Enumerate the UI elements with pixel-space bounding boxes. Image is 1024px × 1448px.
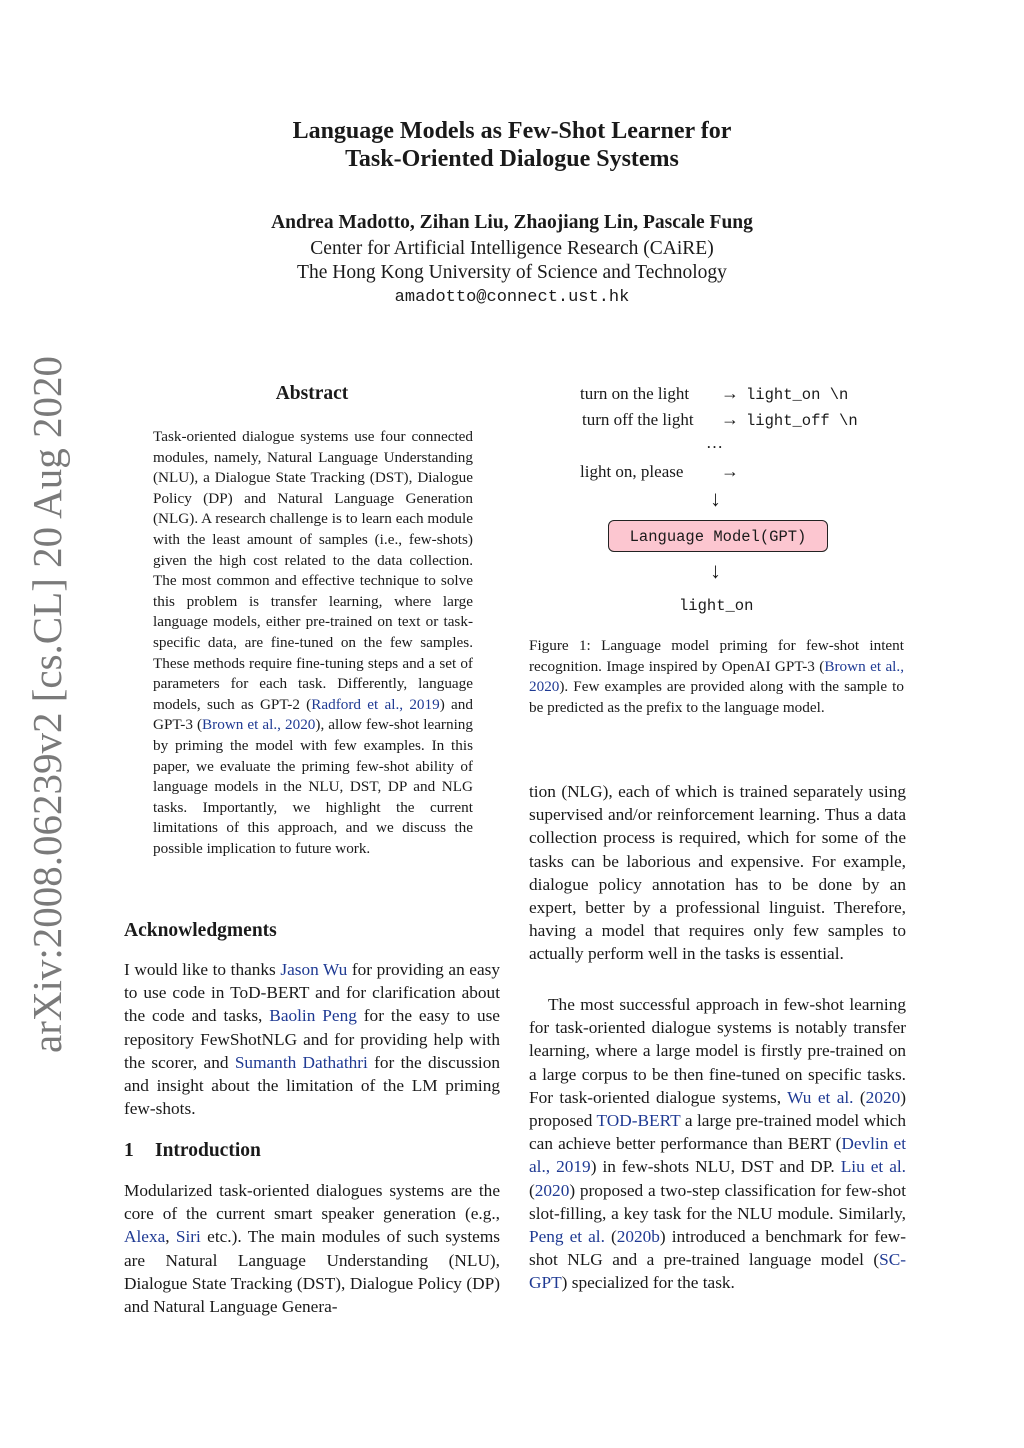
para-text: ) introduced a benchmark for few-shot NLG and a pre-trained language model ( [529,1227,906,1270]
arxiv-margin-stamp: arXiv:2008.06239v2 [cs.CL] 20 Aug 2020 [24,356,70,1053]
para-text: ( [604,1227,617,1247]
para-text: ) proposed a two-step classification for few-shot slot-filling, a key task for the NLU module. Similarly, [529,1180,906,1223]
para-text: ( [529,1180,535,1200]
intro-separator: , [165,1227,176,1247]
abstract-text: ), allow few-shot learning by priming the model with few examples. In this paper, we evaluate the priming few-shot ability of language models in the NLU, DST, DP and NLG tasks. Importantly, we highlight the current limitations of this approach, and we discuss the possible implication to future work. [153,716,473,857]
acknowledgments-heading: Acknowledgments [124,920,277,941]
example-2-output: light_off \n [746,412,858,430]
figure-1-caption [529,636,904,718]
example-1-output: light_on \n [746,386,849,404]
para-text: ) specialized for the task. [561,1273,735,1293]
sumanth-dathathri-link[interactable]: Sumanth Dathathri [234,1052,368,1072]
abstract-text: Task-oriented dialogue systems use four connected modules, namely, Natural Language Understanding (NLU), a Dialogue State Tracking (DST), Dialogue Policy (DP) and Natural Language Generation (NLG). A research challenge is to learn each module with the least amount of samples (i.e., few-shots) given the high cost related to the data collection. The most common and effective technique to solve this problem is transfer learning, where large language models, either pre-trained on text or task-specific data, are fine-tuned on the few samples. These methods require fine-tuning steps and a set of parameters for each task. Differently, language models, such as GPT-2 ( [153,428,473,713]
citation-brown-link[interactable]: Brown et al., 2020 [529,657,904,696]
example-1-input: turn on the light [580,384,690,403]
citation-peng-link[interactable]: Peng et al. [529,1227,605,1247]
acknowledgments-body [124,958,500,1120]
para-text: The most successful approach in few-shot learning for task-oriented dialogue systems is notably transfer learning, where a large model is firstly pre-trained on a large corpus to be then fine-tuned on specific tasks. For task-oriented dialogue systems, [529,995,906,1107]
introduction-heading [124,1140,261,1162]
example-2-input: turn off the light [582,410,694,429]
intro-text: Modularized task-oriented dialogues systems are the core of the current smart speaker generation (e.g., [124,1181,500,1224]
down-arrow-icon: ↓ [710,486,721,511]
citation-wu-year-link[interactable]: 2020 [865,1087,901,1107]
baolin-peng-link[interactable]: Baolin Peng [269,1006,357,1026]
para-text: a large pre-trained model which can achieve better performance than BERT ( [529,1111,906,1154]
abstract-text: ) and GPT-3 ( [153,695,473,734]
tod-bert-link[interactable]: TOD-BERT [596,1111,681,1131]
paper-title-line-1: Language Models as Few-Shot Learner for [292,118,732,144]
caption-text: ). Few examples are provided along with the sample to be predicted as the prefix to the language model. [529,678,904,716]
language-model-box: Language Model(GPT) [608,520,828,552]
author-list: Andrea Madotto, Zihan Liu, Zhaojiang Lin, Pascale Fung [271,212,753,233]
citation-devlin-link[interactable]: Devlin et al., 2019 [529,1134,907,1177]
ack-text: for the easy to use repository FewShotNLG and for providing help with the scorer, and [124,1006,500,1072]
ack-text: I would like to thanks [124,960,281,979]
right-arrow-icon: → [721,409,739,429]
siri-link[interactable]: Siri [175,1227,201,1247]
jason-wu-link[interactable]: Jason Wu [280,960,348,979]
right-arrow-icon: → [721,461,739,481]
para-text: ) in few-shots NLU, DST and DP. [590,1157,841,1177]
affiliation-line-2: The Hong Kong University of Science and Technology [297,262,727,283]
citation-peng-year-link[interactable]: 2020b [616,1227,660,1247]
right-column-paragraph-2 [529,993,906,1295]
affiliation-line-1: Center for Artificial Intelligence Research (CAiRE) [310,238,714,259]
model-prediction: light_on [679,597,754,615]
caption-text: Figure 1: Language model priming for few-shot intent recognition. Image inspired by OpenAI GPT-3 ( [529,637,904,675]
author-email: amadotto@connect.ust.hk [394,288,630,307]
right-arrow-icon: → [721,383,739,403]
sc-gpt-link[interactable]: SC-GPT [529,1250,906,1293]
citation-brown-link[interactable]: Brown et al., 2020 [202,716,316,734]
ack-text: for providing an easy to use code in ToD-BERT and for clarification about the code and tasks, [124,960,500,1026]
right-column-paragraph-1: tion (NLG), each of which is trained separately using supervised and/or reinforcement learning. Thus a data collection process is required, which for some of the tasks can be laborious and expensive. For example, dialogue policy annotation has to be done by an expert, better by a professional linguist. Therefore, having a model that requires only few samples to actually perform well in the tasks is essential. [529,782,906,964]
citation-radford-link[interactable]: Radford et al., 2019 [311,695,440,713]
para-text: ) proposed [529,1087,906,1131]
intro-text: etc.). The main modules of such systems are Natural Language Understanding (NLU), Dialogue State Tracking (DST), Dialogue Policy (DP) and Natural Language Genera- [124,1227,500,1317]
section-number: 1 [124,1140,134,1161]
section-title: Introduction [155,1140,261,1161]
citation-liu-year-link[interactable]: 2020 [534,1180,570,1200]
paper-title-line-2: Task-Oriented Dialogue Systems [345,146,679,172]
introduction-body [124,1179,500,1318]
ack-text: for the discussion and insight about the limitation of the LM priming few-shots. [124,1052,501,1119]
ellipsis: … [706,433,723,452]
abstract-body [153,427,473,859]
query-input: light on, please [580,462,684,481]
para-text: ( [853,1087,866,1107]
abstract-heading: Abstract [275,383,349,404]
alexa-link[interactable]: Alexa [124,1227,166,1247]
down-arrow-icon: ↓ [710,558,721,583]
citation-liu-link[interactable]: Liu et al. [840,1157,907,1177]
citation-wu-link[interactable]: Wu et al. [787,1087,854,1107]
